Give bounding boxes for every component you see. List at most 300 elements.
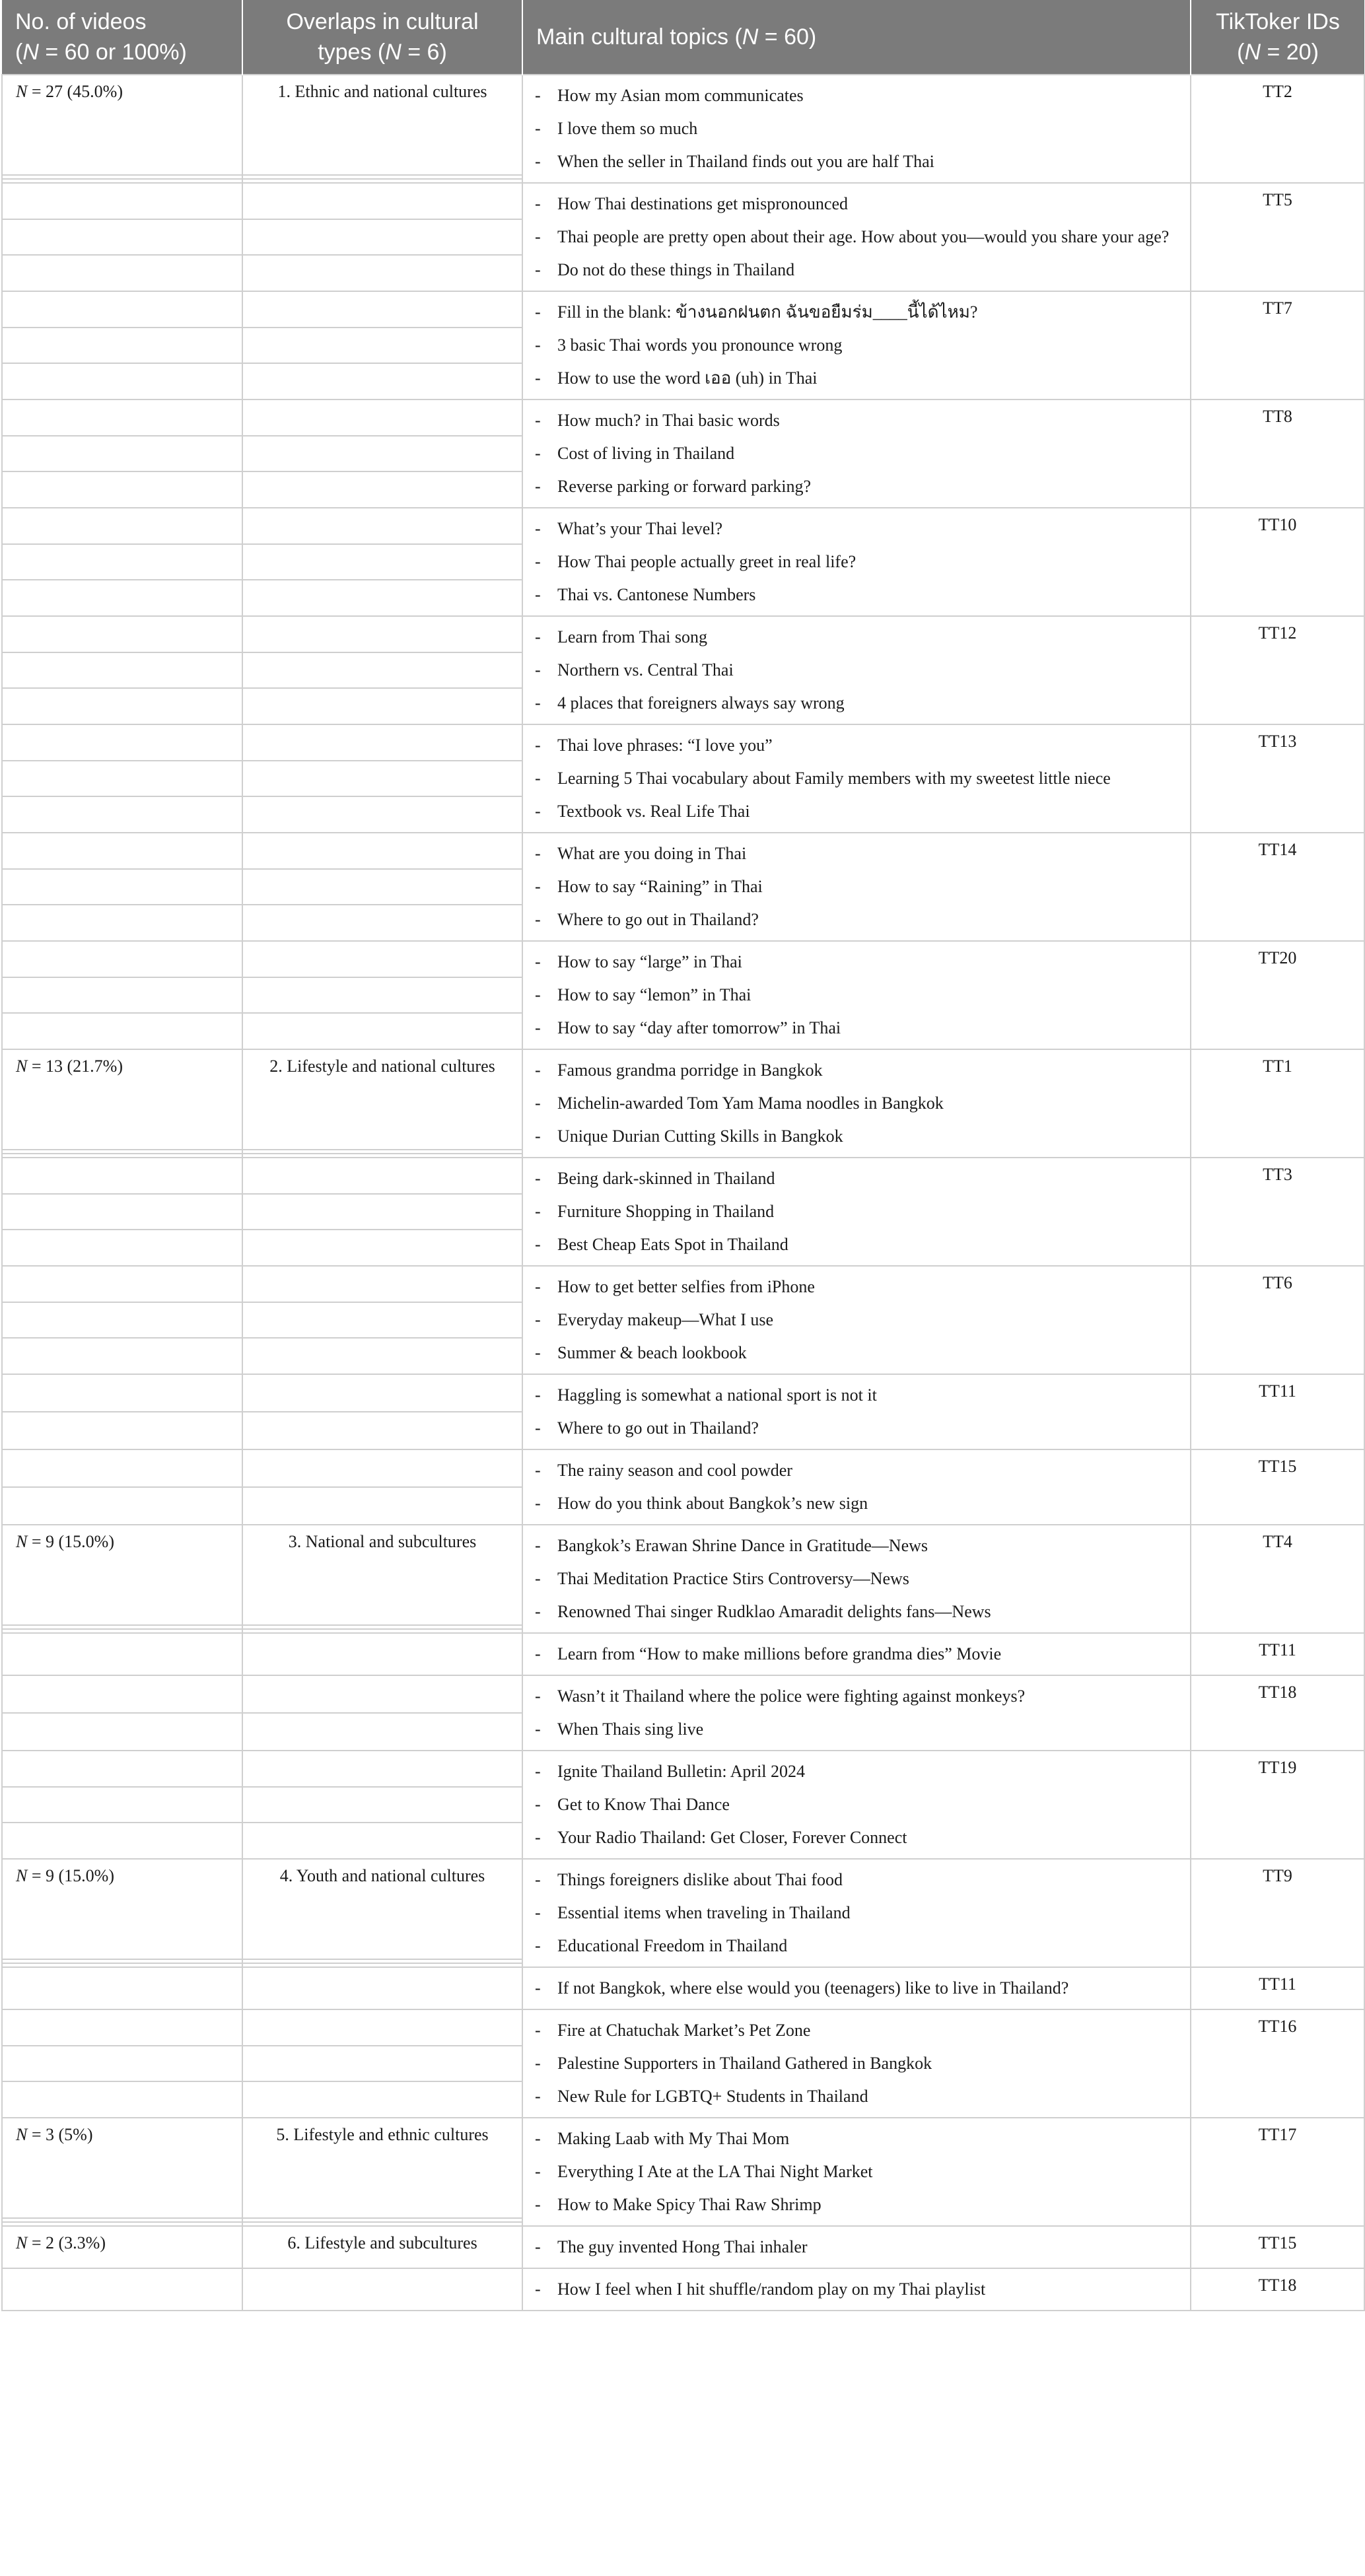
video-count-cell bbox=[2, 1266, 242, 1302]
count-value: = 9 (15.0%) bbox=[27, 1866, 114, 1885]
topic-item: - How Thai people actually greet in real life? bbox=[532, 545, 1181, 578]
cultural-type-cell bbox=[242, 1412, 522, 1449]
tiktoker-id-cell bbox=[1191, 1049, 1364, 1158]
cultural-type-cell bbox=[242, 183, 522, 219]
video-count-cell bbox=[2, 2046, 242, 2082]
topic-item: - I love them so much bbox=[532, 112, 1181, 145]
topic-item: - Renowned Thai singer Rudklao Amaradit delights fans—News bbox=[532, 1595, 1181, 1628]
tiktoker-id-cell bbox=[1191, 1633, 1364, 1675]
tiktoker-id: TT17 bbox=[1258, 2125, 1297, 2144]
cultural-type-cell bbox=[242, 1859, 522, 1959]
topic-item: - Thai Meditation Practice Stirs Controversy—News bbox=[532, 1562, 1181, 1595]
topic-item: - Learn from “How to make millions before grandma dies” Movie bbox=[532, 1638, 1181, 1671]
topics-cell bbox=[522, 616, 1191, 724]
topic-item: - How to use the word เออ (uh) in Thai bbox=[532, 362, 1181, 395]
count-n-label: N bbox=[16, 82, 28, 101]
video-count-cell bbox=[2, 2226, 242, 2268]
cultural-type-cell bbox=[242, 255, 522, 291]
table-row bbox=[2, 2226, 1364, 2268]
cultural-type-cell bbox=[242, 2118, 522, 2218]
topic-item: - Ignite Thailand Bulletin: April 2024 bbox=[532, 1755, 1181, 1788]
count-value: = 13 (21.7%) bbox=[27, 1057, 123, 1076]
tiktoker-id: TT15 bbox=[1258, 2233, 1297, 2252]
topics-cell bbox=[522, 1158, 1191, 1266]
video-count-cell bbox=[2, 688, 242, 724]
tiktoker-id-cell bbox=[1191, 400, 1364, 508]
topic-item: - Fire at Chatuchak Market’s Pet Zone bbox=[532, 2014, 1181, 2047]
video-count-cell bbox=[2, 328, 242, 364]
count-value: = 9 (15.0%) bbox=[27, 1532, 114, 1551]
tiktoker-id: TT19 bbox=[1258, 1758, 1297, 1777]
topic-item: - How to say “day after tomorrow” in Thai bbox=[532, 1012, 1181, 1045]
topic-item: - Being dark-skinned in Thailand bbox=[532, 1162, 1181, 1195]
topic-list bbox=[532, 188, 1181, 287]
cultural-type-cell bbox=[242, 1049, 522, 1150]
topic-list bbox=[532, 2273, 1181, 2306]
topic-list bbox=[532, 2231, 1181, 2264]
topic-item: - How Thai destinations get mispronounced bbox=[532, 188, 1181, 221]
cultural-type-cell bbox=[242, 796, 522, 833]
cultural-type-cell bbox=[242, 1266, 522, 1302]
video-count-cell bbox=[2, 471, 242, 508]
cultural-type-cell bbox=[242, 363, 522, 400]
topic-list bbox=[532, 1271, 1181, 1370]
topics-cell bbox=[522, 1449, 1191, 1525]
topics-cell bbox=[522, 75, 1191, 183]
topic-item: - Wasn’t it Thailand where the police were fighting against monkeys? bbox=[532, 1680, 1181, 1713]
table-row bbox=[2, 508, 1364, 544]
table-row bbox=[2, 291, 1364, 328]
video-count-cell bbox=[2, 1158, 242, 1194]
topic-item: - The rainy season and cool powder bbox=[532, 1454, 1181, 1487]
tiktoker-id: TT7 bbox=[1263, 298, 1292, 318]
table-row bbox=[2, 2118, 1364, 2218]
topics-cell bbox=[522, 508, 1191, 616]
tiktoker-id: TT13 bbox=[1258, 732, 1297, 751]
video-count-cell bbox=[2, 219, 242, 256]
tiktoker-id-cell bbox=[1191, 291, 1364, 400]
video-count-cell bbox=[2, 1449, 242, 1487]
cultural-type-cell bbox=[242, 436, 522, 472]
topics-cell bbox=[522, 1049, 1191, 1158]
topic-list bbox=[532, 1638, 1181, 1671]
cultural-type-cell bbox=[242, 1158, 522, 1194]
table-row bbox=[2, 183, 1364, 219]
topic-item: - Everything I Ate at the LA Thai Night Market bbox=[532, 2155, 1181, 2188]
video-count-cell bbox=[2, 1751, 242, 1787]
tiktoker-id: TT6 bbox=[1263, 1273, 1292, 1292]
cultural-type-cell bbox=[242, 400, 522, 436]
video-count-cell bbox=[2, 1787, 242, 1823]
tiktoker-id-cell bbox=[1191, 1525, 1364, 1633]
topic-list bbox=[532, 946, 1181, 1045]
cultural-type-cell bbox=[242, 905, 522, 941]
video-count-cell bbox=[2, 1049, 242, 1150]
cultural-type-cell bbox=[242, 1449, 522, 1487]
cultural-type-cell bbox=[242, 580, 522, 616]
table-row bbox=[2, 2268, 1364, 2311]
tiktoker-id-cell bbox=[1191, 508, 1364, 616]
topic-item: - Things foreigners dislike about Thai food bbox=[532, 1863, 1181, 1897]
tiktoker-id: TT11 bbox=[1259, 1974, 1296, 1994]
cultural-type-cell bbox=[242, 1374, 522, 1412]
video-count-cell bbox=[2, 2009, 242, 2046]
table-row bbox=[2, 400, 1364, 436]
topic-list bbox=[532, 1454, 1181, 1520]
table-row bbox=[2, 1266, 1364, 1302]
table-row bbox=[2, 833, 1364, 869]
topic-item: - Everyday makeup—What I use bbox=[532, 1304, 1181, 1337]
video-count-cell bbox=[2, 1675, 242, 1713]
cultural-type-cell bbox=[242, 2268, 522, 2311]
table-row bbox=[2, 1633, 1364, 1675]
tiktoker-id-cell bbox=[1191, 2226, 1364, 2268]
video-count-cell bbox=[2, 1302, 242, 1339]
topics-cell bbox=[522, 183, 1191, 291]
cultural-type-cell bbox=[242, 75, 522, 175]
topic-list bbox=[532, 621, 1181, 720]
tiktoker-id: TT11 bbox=[1259, 1381, 1296, 1401]
video-count-cell bbox=[2, 291, 242, 328]
tiktoker-id: TT16 bbox=[1258, 2017, 1297, 2036]
tiktoker-id-cell bbox=[1191, 1374, 1364, 1449]
video-count-cell bbox=[2, 833, 242, 869]
tiktoker-id: TT2 bbox=[1263, 82, 1292, 101]
tiktoker-id: TT12 bbox=[1258, 623, 1297, 643]
cultural-type-cell bbox=[242, 1713, 522, 1751]
table-row bbox=[2, 1374, 1364, 1412]
count-n-label: N bbox=[16, 1057, 28, 1076]
video-count-cell bbox=[2, 1230, 242, 1266]
video-count-cell bbox=[2, 1013, 242, 1049]
cultural-type-cell bbox=[242, 2009, 522, 2046]
topic-item: - Furniture Shopping in Thailand bbox=[532, 1195, 1181, 1228]
topic-item: - Learn from Thai song bbox=[532, 621, 1181, 654]
topic-list bbox=[532, 1162, 1181, 1261]
video-count-cell bbox=[2, 183, 242, 219]
video-count-cell bbox=[2, 869, 242, 905]
video-count-cell bbox=[2, 796, 242, 833]
video-count-cell bbox=[2, 1633, 242, 1675]
topic-item: - Palestine Supporters in Thailand Gathered in Bangkok bbox=[532, 2047, 1181, 2080]
cultural-type-cell bbox=[242, 1013, 522, 1049]
topic-item: - How to get better selfies from iPhone bbox=[532, 1271, 1181, 1304]
topic-item: - If not Bangkok, where else would you (teenagers) like to live in Thailand? bbox=[532, 1972, 1181, 2005]
topic-item: - Thai people are pretty open about their age. How about you—would you share your age? bbox=[532, 221, 1181, 254]
topic-item: - When the seller in Thailand finds out you are half Thai bbox=[532, 145, 1181, 178]
topic-list bbox=[532, 296, 1181, 395]
cultural-type-cell bbox=[242, 2226, 522, 2268]
video-count-cell bbox=[2, 1338, 242, 1374]
topics-cell bbox=[522, 1859, 1191, 1967]
topics-cell bbox=[522, 1374, 1191, 1449]
topic-item: - What are you doing in Thai bbox=[532, 837, 1181, 870]
tiktoker-id: TT1 bbox=[1263, 1057, 1292, 1076]
topic-item: - Where to go out in Thailand? bbox=[532, 903, 1181, 936]
topic-list bbox=[532, 2014, 1181, 2113]
topic-list bbox=[532, 729, 1181, 828]
cultural-type-cell bbox=[242, 761, 522, 797]
topic-item: - Northern vs. Central Thai bbox=[532, 654, 1181, 687]
video-count-cell bbox=[2, 1713, 242, 1751]
topic-item: - Thai love phrases: “I love you” bbox=[532, 729, 1181, 762]
topic-item: - How to say “lemon” in Thai bbox=[532, 979, 1181, 1012]
cultural-type-cell bbox=[242, 471, 522, 508]
topics-cell bbox=[522, 1967, 1191, 2009]
video-count-cell bbox=[2, 941, 242, 977]
table-row bbox=[2, 2009, 1364, 2046]
topic-item: - 4 places that foreigners always say wrong bbox=[532, 687, 1181, 720]
table-row bbox=[2, 1675, 1364, 1713]
topic-item: - Summer & beach lookbook bbox=[532, 1337, 1181, 1370]
topic-list bbox=[532, 1680, 1181, 1746]
video-count-cell bbox=[2, 255, 242, 291]
table-row bbox=[2, 1859, 1364, 1959]
tiktoker-id: TT9 bbox=[1263, 1866, 1292, 1885]
cultural-type-cell bbox=[242, 1230, 522, 1266]
tiktoker-id: TT5 bbox=[1263, 190, 1292, 209]
topic-item: - Your Radio Thailand: Get Closer, Forever Connect bbox=[532, 1821, 1181, 1854]
cultural-type-cell bbox=[242, 508, 522, 544]
topic-item: - When Thais sing live bbox=[532, 1713, 1181, 1746]
table-header bbox=[2, 0, 1364, 75]
cultural-type-cell bbox=[242, 1675, 522, 1713]
video-count-cell bbox=[2, 580, 242, 616]
tiktoker-id: TT15 bbox=[1258, 1457, 1297, 1476]
video-count-cell bbox=[2, 2081, 242, 2118]
tiktoker-id-cell bbox=[1191, 1266, 1364, 1374]
video-count-cell bbox=[2, 75, 242, 175]
video-count-cell bbox=[2, 2268, 242, 2311]
video-count-cell bbox=[2, 724, 242, 761]
topics-cell bbox=[522, 291, 1191, 400]
video-count-cell bbox=[2, 1412, 242, 1449]
topic-item: - Reverse parking or forward parking? bbox=[532, 470, 1181, 503]
topics-cell bbox=[522, 1675, 1191, 1751]
topic-list bbox=[532, 837, 1181, 936]
topic-list bbox=[532, 1755, 1181, 1854]
cultural-type-cell bbox=[242, 2046, 522, 2082]
header-overlaps: Overlaps in cultural types (N = 6) bbox=[242, 0, 522, 75]
topic-list bbox=[532, 1379, 1181, 1445]
count-n-label: N bbox=[16, 1866, 28, 1885]
cultural-type-cell bbox=[242, 1823, 522, 1859]
tiktoker-id: TT14 bbox=[1258, 840, 1297, 859]
video-count-cell bbox=[2, 1194, 242, 1230]
topic-item: - Thai vs. Cantonese Numbers bbox=[532, 578, 1181, 611]
tiktoker-id-cell bbox=[1191, 1675, 1364, 1751]
topic-item: - 3 basic Thai words you pronounce wrong bbox=[532, 329, 1181, 362]
topic-item: - Fill in the blank: ข้างนอกฝนตก ฉันขอยืมร่ม____นี้ได้ไหม? bbox=[532, 296, 1181, 329]
cultural-type-cell bbox=[242, 869, 522, 905]
topic-item: - How to say “large” in Thai bbox=[532, 946, 1181, 979]
topic-item: - Textbook vs. Real Life Thai bbox=[532, 795, 1181, 828]
video-count-cell bbox=[2, 761, 242, 797]
topic-item: - Haggling is somewhat a national sport is not it bbox=[532, 1379, 1181, 1412]
cultural-type-label: 6. Lifestyle and subcultures bbox=[287, 2233, 477, 2252]
table-body bbox=[2, 75, 1364, 2311]
video-count-cell bbox=[2, 508, 242, 544]
count-value: = 3 (5%) bbox=[27, 2125, 93, 2144]
cultural-type-cell bbox=[242, 724, 522, 761]
video-count-cell bbox=[2, 1525, 242, 1625]
cultural-type-cell bbox=[242, 616, 522, 652]
topic-list bbox=[532, 79, 1181, 178]
tiktoker-id-cell bbox=[1191, 2009, 1364, 2118]
count-n-label: N bbox=[16, 1532, 28, 1551]
tiktoker-id: TT20 bbox=[1258, 948, 1297, 967]
cultural-type-cell bbox=[242, 291, 522, 328]
cultural-type-cell bbox=[242, 1194, 522, 1230]
tiktoker-id-cell bbox=[1191, 724, 1364, 833]
topic-item: - What’s your Thai level? bbox=[532, 512, 1181, 545]
topic-item: - How to Make Spicy Thai Raw Shrimp bbox=[532, 2188, 1181, 2221]
topic-item: - Unique Durian Cutting Skills in Bangkok bbox=[532, 1120, 1181, 1153]
topic-list bbox=[532, 1972, 1181, 2005]
table-row bbox=[2, 1449, 1364, 1487]
cultural-type-cell bbox=[242, 652, 522, 689]
tiktoker-id-cell bbox=[1191, 75, 1364, 183]
topics-cell bbox=[522, 400, 1191, 508]
tiktoker-id: TT3 bbox=[1263, 1165, 1292, 1184]
table-row bbox=[2, 75, 1364, 175]
topic-item: - How I feel when I hit shuffle/random play on my Thai playlist bbox=[532, 2273, 1181, 2306]
cultural-type-cell bbox=[242, 977, 522, 1014]
cultural-type-cell bbox=[242, 1787, 522, 1823]
topic-list bbox=[532, 404, 1181, 503]
video-count-cell bbox=[2, 363, 242, 400]
cultural-topics-table bbox=[1, 0, 1365, 2311]
table-row bbox=[2, 1751, 1364, 1787]
tiktoker-id-cell bbox=[1191, 2268, 1364, 2311]
topic-list bbox=[532, 512, 1181, 611]
tiktoker-id: TT11 bbox=[1259, 1640, 1296, 1659]
header-no-of-videos: No. of videos (N = 60 or 100%) bbox=[2, 0, 242, 75]
topic-item: - The guy invented Hong Thai inhaler bbox=[532, 2231, 1181, 2264]
cultural-type-cell bbox=[242, 219, 522, 256]
header-main-topics: Main cultural topics (N = 60) bbox=[522, 0, 1191, 75]
tiktoker-id-cell bbox=[1191, 183, 1364, 291]
cultural-type-cell bbox=[242, 1525, 522, 1625]
tiktoker-id-cell bbox=[1191, 1751, 1364, 1859]
topics-cell bbox=[522, 2009, 1191, 2118]
tiktoker-id-cell bbox=[1191, 1449, 1364, 1525]
tiktoker-id: TT18 bbox=[1258, 1683, 1297, 1702]
video-count-cell bbox=[2, 1967, 242, 2009]
cultural-type-cell bbox=[242, 1302, 522, 1339]
cultural-type-label: 1. Ethnic and national cultures bbox=[277, 82, 487, 101]
header-tiktoker-ids: TikToker IDs (N = 20) bbox=[1191, 0, 1364, 75]
topics-cell bbox=[522, 2268, 1191, 2311]
video-count-cell bbox=[2, 905, 242, 941]
cultural-type-label: 3. National and subcultures bbox=[288, 1532, 477, 1551]
tiktoker-id: TT4 bbox=[1263, 1532, 1292, 1551]
video-count-cell bbox=[2, 1823, 242, 1859]
topic-item: - Essential items when traveling in Thailand bbox=[532, 1897, 1181, 1930]
cultural-type-label: 5. Lifestyle and ethnic cultures bbox=[276, 2125, 489, 2144]
count-value: = 27 (45.0%) bbox=[27, 82, 123, 101]
tiktoker-id: TT8 bbox=[1263, 407, 1292, 426]
topics-cell bbox=[522, 941, 1191, 1049]
tiktoker-id: TT18 bbox=[1258, 2276, 1297, 2295]
video-count-cell bbox=[2, 400, 242, 436]
cultural-type-cell bbox=[242, 328, 522, 364]
table-row bbox=[2, 1049, 1364, 1150]
topics-cell bbox=[522, 2118, 1191, 2226]
header-row bbox=[2, 0, 1364, 75]
topic-item: - How much? in Thai basic words bbox=[532, 404, 1181, 437]
topic-item: - Best Cheap Eats Spot in Thailand bbox=[532, 1228, 1181, 1261]
topic-item: - Learning 5 Thai vocabulary about Family members with my sweetest little niece bbox=[532, 762, 1181, 795]
tiktoker-id-cell bbox=[1191, 941, 1364, 1049]
tiktoker-id: TT10 bbox=[1258, 515, 1297, 534]
video-count-cell bbox=[2, 1487, 242, 1525]
tiktoker-id-cell bbox=[1191, 1859, 1364, 1967]
topic-item: - How to say “Raining” in Thai bbox=[532, 870, 1181, 903]
cultural-type-cell bbox=[242, 1487, 522, 1525]
cultural-type-cell bbox=[242, 1967, 522, 2009]
table-row bbox=[2, 1525, 1364, 1625]
topic-item: - Where to go out in Thailand? bbox=[532, 1412, 1181, 1445]
cultural-type-cell bbox=[242, 941, 522, 977]
topics-cell bbox=[522, 724, 1191, 833]
cultural-type-cell bbox=[242, 544, 522, 580]
video-count-cell bbox=[2, 436, 242, 472]
tiktoker-id-cell bbox=[1191, 833, 1364, 941]
topics-cell bbox=[522, 1751, 1191, 1859]
cultural-type-cell bbox=[242, 1633, 522, 1675]
topic-item: - How do you think about Bangkok’s new sign bbox=[532, 1487, 1181, 1520]
tiktoker-id-cell bbox=[1191, 2118, 1364, 2226]
video-count-cell bbox=[2, 1374, 242, 1412]
table-row bbox=[2, 1158, 1364, 1194]
tiktoker-id-cell bbox=[1191, 1158, 1364, 1266]
cultural-type-label: 2. Lifestyle and national cultures bbox=[269, 1057, 495, 1076]
topic-item: - Get to Know Thai Dance bbox=[532, 1788, 1181, 1821]
table-row bbox=[2, 616, 1364, 652]
topic-item: - Cost of living in Thailand bbox=[532, 437, 1181, 470]
video-count-cell bbox=[2, 544, 242, 580]
table-row bbox=[2, 1967, 1364, 2009]
topic-item: - Educational Freedom in Thailand bbox=[532, 1930, 1181, 1963]
topic-item: - Making Laab with My Thai Mom bbox=[532, 2122, 1181, 2155]
table-row bbox=[2, 941, 1364, 977]
cultural-type-cell bbox=[242, 833, 522, 869]
tiktoker-id-cell bbox=[1191, 1967, 1364, 2009]
topics-cell bbox=[522, 1266, 1191, 1374]
topic-item: - How my Asian mom communicates bbox=[532, 79, 1181, 112]
cultural-type-cell bbox=[242, 688, 522, 724]
tiktoker-id-cell bbox=[1191, 616, 1364, 724]
video-count-cell bbox=[2, 616, 242, 652]
topic-item: - Bangkok’s Erawan Shrine Dance in Gratitude—News bbox=[532, 1529, 1181, 1562]
count-n-label: N bbox=[16, 2233, 28, 2252]
video-count-cell bbox=[2, 652, 242, 689]
topic-item: - New Rule for LGBTQ+ Students in Thailand bbox=[532, 2080, 1181, 2113]
cultural-type-cell bbox=[242, 1751, 522, 1787]
topic-item: - Do not do these things in Thailand bbox=[532, 254, 1181, 287]
count-value: = 2 (3.3%) bbox=[27, 2233, 106, 2252]
topics-cell bbox=[522, 1525, 1191, 1633]
topic-list bbox=[532, 1054, 1181, 1153]
cultural-type-cell bbox=[242, 2081, 522, 2118]
topic-item: - Famous grandma porridge in Bangkok bbox=[532, 1054, 1181, 1087]
topic-list bbox=[532, 2122, 1181, 2221]
topic-item: - Michelin-awarded Tom Yam Mama noodles in Bangkok bbox=[532, 1087, 1181, 1120]
video-count-cell bbox=[2, 2118, 242, 2218]
topic-list bbox=[532, 1863, 1181, 1963]
video-count-cell bbox=[2, 977, 242, 1014]
